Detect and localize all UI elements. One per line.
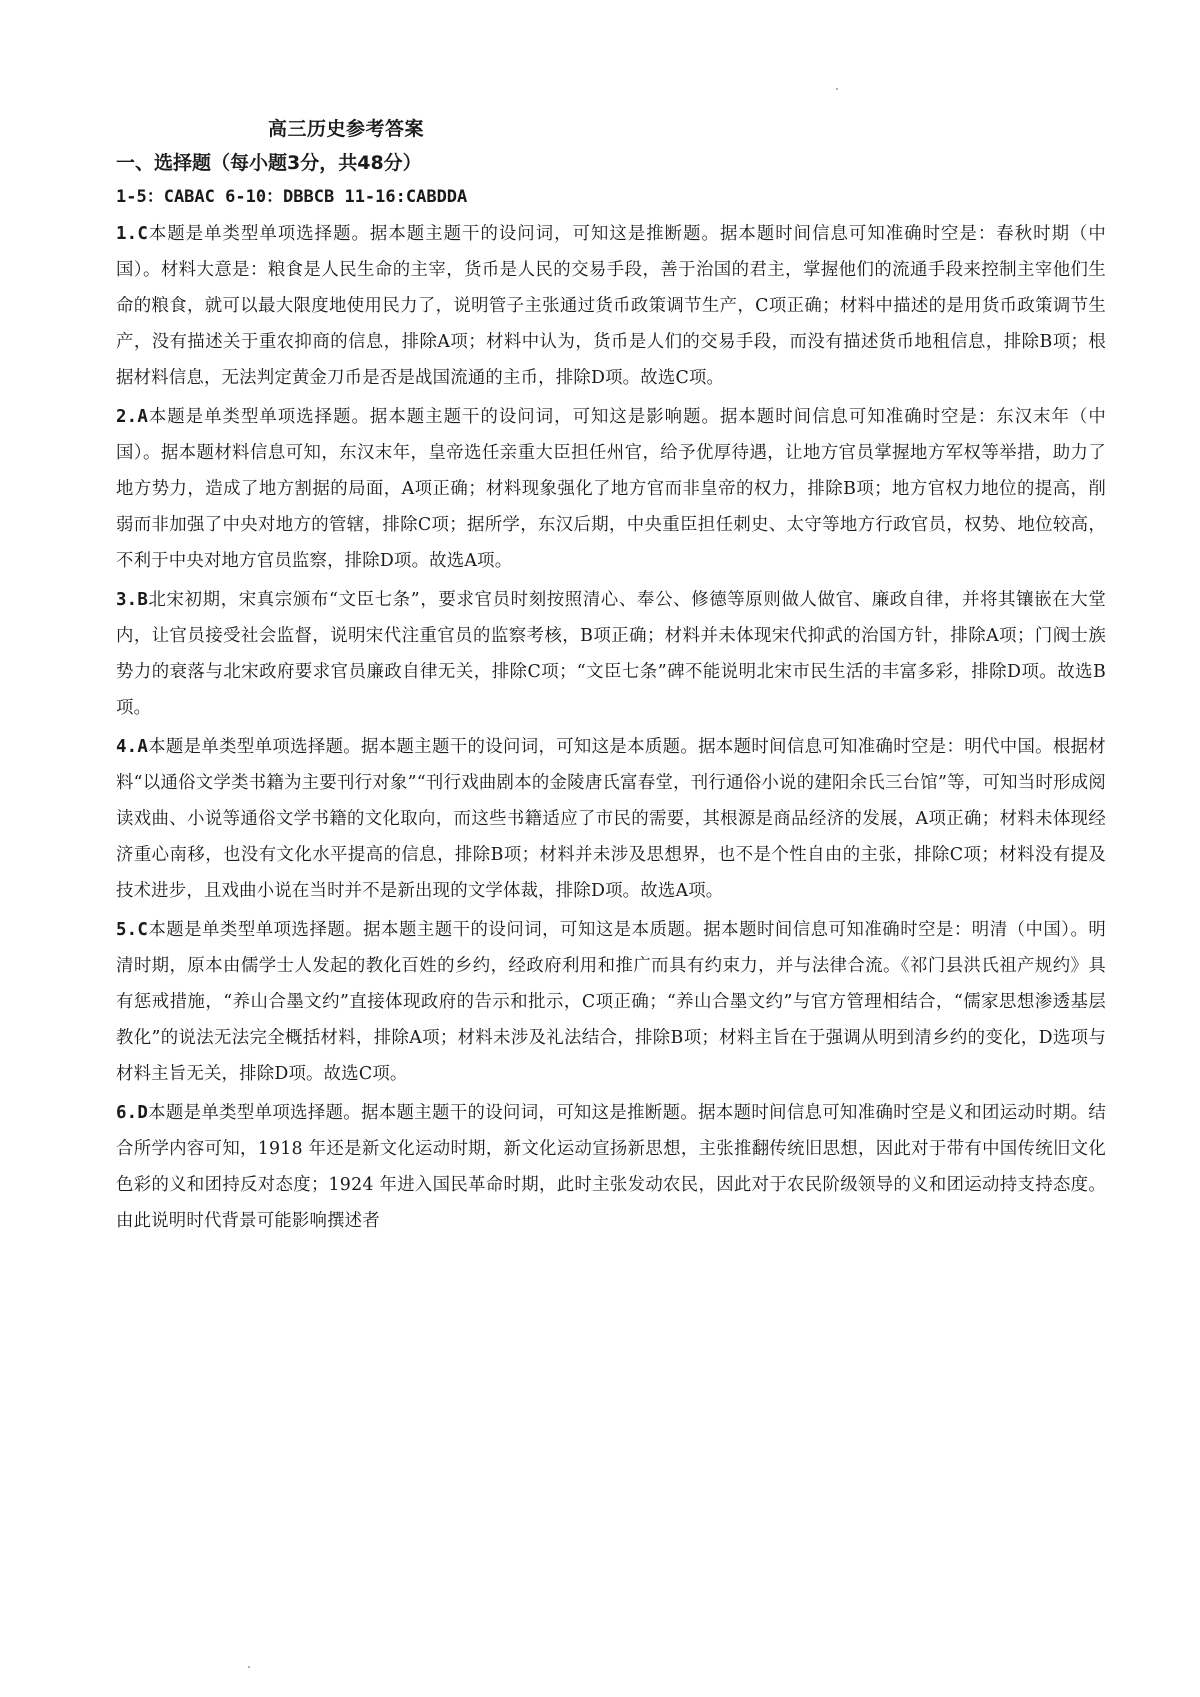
item-text: 本题是单类型单项选择题。据本题主题干的设问词，可知这是影响题。据本题时间信息可知准确时空是：东汉末年（中国）。据本题材料信息可知，东汉末年，皇帝选任亲重大臣担任州官，给予优厚待遇，让地方官员掌握地方军权等举措，助力了地方势力，造成了地方割据的局面，A项正确；材料现象强化了地方官而非皇帝的权力，排除B项；地方官权力地位的提高，削弱而非加强了中央对地方的管辖，排除C项；据所学，东汉后期，中央重臣担任刺史、太守等地方行政官员，权势、地位较高，不利于中央对地方官员监察，排除D项。故选A项。 xyxy=(116,407,1106,571)
item-text: 本题是单类型单项选择题。据本题主题干的设问词，可知这是推断题。据本题时间信息可知准确时空是：春秋时期（中国）。材料大意是：粮食是人民生命的主宰，货币是人民的交易手段，善于治国的君主，掌握他们的流通手段来控制主宰他们生命的粮食，就可以最大限度地使用民力了，说明管子主张通过货币政策调节生产，C项正确；材料中描述的是用货币政策调节生产，没有描述关于重农抑商的信息，排除A项；材料中认为，货币是人们的交易手段，而没有描述货币地租信息，排除B项；根据材料信息，无法判定黄金刀币是否是战国流通的主币，排除D项。故选C项。 xyxy=(116,224,1106,388)
answer-sheet xyxy=(116,112,1106,1242)
answer-explanation-2 xyxy=(116,399,1106,579)
item-text: 本题是单类型单项选择题。据本题主题干的设问词，可知这是推断题。据本题时间信息可知准确时空是义和团运动时期。结合所学内容可知，1918 年还是新文化运动时期，新文化运动宣扬新思想，主张推翻传统旧思想，因此对于带有中国传统旧文化色彩的义和团持反对态度；1924 年进入国民革命时期，此时主张发动农民，因此对于农民阶级领导的义和团运动持支持态度。由此说明时代背景可能影响撰述者 xyxy=(116,1103,1106,1231)
item-number: 1.C xyxy=(116,224,149,244)
answer-explanation-6 xyxy=(116,1095,1106,1239)
answer-explanation-4 xyxy=(116,729,1106,909)
page-title: 高三历史参考答案 xyxy=(268,118,425,140)
item-number: 4.A xyxy=(116,737,149,757)
answer-explanation-1 xyxy=(116,216,1106,396)
item-text: 本题是单类型单项选择题。据本题主题干的设问词，可知这是本质题。据本题时间信息可知准确时空是：明清（中国）。明清时期，原本由儒学士人发起的教化百姓的乡约，经政府利用和推广而具有约束力，并与法律合流。《祁门县洪氏祖产规约》具有惩戒措施，“养山合墨文约”直接体现政府的告示和批示，C项正确；“养山合墨文约”与官方管理相结合，“儒家思想渗透基层教化”的说法无法完全概括材料，排除A项；材料未涉及礼法结合，排除B项；材料主旨在于强调从明到清乡约的变化，D选项与材料主旨无关，排除D项。故选C项。 xyxy=(116,920,1106,1084)
item-number: 2.A xyxy=(116,407,149,427)
answer-key: 1-5：CABAC 6-10：DBBCB 11-16:CABDDA xyxy=(116,187,468,207)
item-text: 北宋初期，宋真宗颁布“文臣七条”，要求官员时刻按照清心、奉公、修德等原则做人做官、廉政自律，并将其镶嵌在大堂内，让官员接受社会监督，说明宋代注重官员的监察考核，B项正确；材料并未体现宋代抑武的治国方针，排除A项；门阀士族势力的衰落与北宋政府要求官员廉政自律无关，排除C项；“文臣七条”碑不能说明北宋市民生活的丰富多彩，排除D项。故选B项。 xyxy=(116,590,1106,718)
item-number: 5.C xyxy=(116,920,149,940)
item-number: 6.D xyxy=(116,1103,149,1123)
item-number: 3.B xyxy=(116,590,149,610)
answer-explanation-3 xyxy=(116,582,1106,726)
section-heading: 一、选择题（每小题3分，共48分） xyxy=(116,152,422,174)
scan-speck xyxy=(836,88,838,90)
answer-explanation-5 xyxy=(116,912,1106,1092)
item-text: 本题是单类型单项选择题。据本题主题干的设问词，可知这是本质题。据本题时间信息可知准确时空是：明代中国。根据材料“以通俗文学类书籍为主要刊行对象”“刊行戏曲剧本的金陵唐氏富春堂，刊行通俗小说的建阳余氏三台馆”等，可知当时形成阅读戏曲、小说等通俗文学书籍的文化取向，而这些书籍适应了市民的需要，其根源是商品经济的发展，A项正确；材料未体现经济重心南移，也没有文化水平提高的信息，排除B项；材料并未涉及思想界，也不是个性自由的主张，排除C项；材料没有提及技术进步，且戏曲小说在当时并不是新出现的文学体裁，排除D项。故选A项。 xyxy=(116,737,1106,901)
scan-speck xyxy=(248,1666,250,1668)
